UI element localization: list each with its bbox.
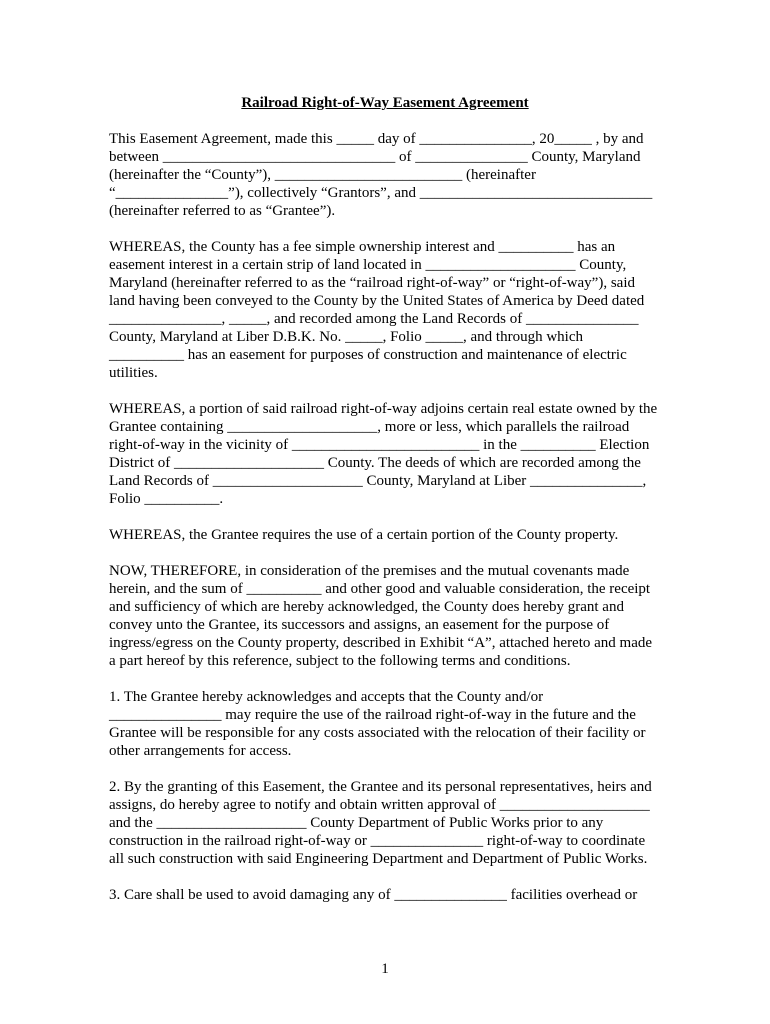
text-line: WHEREAS, a portion of said railroad right-of-way adjoins certain real estate owned by the [109,401,658,417]
text-line: 2. By the granting of this Easement, the Grantee and its personal representatives, heirs and [109,779,652,795]
text-line: County, Maryland at Liber D.B.K. No. _____, Folio _____, and through which [109,329,583,345]
text-line: NOW, THEREFORE, in consideration of the premises and the mutual covenants made [109,563,630,579]
document-title: Railroad Right-of-Way Easement Agreement [241,95,529,111]
text-line: construction in the railroad right-of-way or _______________ right-of-way to coordinate [109,833,646,849]
text-line: other arrangements for access. [109,743,292,759]
text-line: WHEREAS, the County has a fee simple ownership interest and __________ has an [109,239,616,255]
text-line: _______________, _____, and recorded among the Land Records of _______________ [109,311,639,327]
text-line: Grantee containing ____________________, more or less, which parallels the railroad [109,419,630,435]
paragraph [109,562,669,670]
text-line: Grantee will be responsible for any costs associated with the relocation of their facility or [109,725,646,741]
text-line: (hereinafter the “County”), _________________________ (hereinafter [109,167,536,183]
text-line: “_______________”), collectively “Grantors”, and _______________________________ [109,185,653,201]
paragraph [109,130,669,220]
text-line: convey unto the Grantee, its successors and assigns, an easement for the purpose of [109,617,610,633]
text-line: land having been conveyed to the County by the United States of America by Deed dated [109,293,645,309]
text-line: utilities. [109,365,158,381]
paragraph [109,400,669,508]
text-line: District of ____________________ County. The deeds of which are recorded among the [109,455,641,471]
paragraph [109,238,669,382]
text-line: and the ____________________ County Department of Public Works prior to any [109,815,604,831]
text-line: Maryland (hereinafter referred to as the “railroad right-of-way” or “right-of-way”), said [109,275,635,291]
text-line: ingress/egress on the County property, described in Exhibit “A”, attached hereto and made [109,635,653,651]
text-line: all such construction with said Engineering Department and Department of Public Works. [109,851,648,867]
text-line: _______________ may require the use of the railroad right-of-way in the future and the [109,707,636,723]
text-line: 3. Care shall be used to avoid damaging any of _______________ facilities overhead or [109,887,638,903]
text-line: Folio __________. [109,491,224,507]
text-line: Land Records of ____________________ County, Maryland at Liber _______________, [109,473,647,489]
text-line: (hereinafter referred to as “Grantee”). [109,203,336,219]
paragraph [109,886,669,904]
text-line: This Easement Agreement, made this _____ day of _______________, 20_____ , by and [109,131,644,147]
text-line: and sufficiency of which are hereby acknowledged, the County does hereby grant and [109,599,624,615]
document-body [109,130,669,922]
paragraph [109,778,669,868]
paragraph [109,688,669,760]
page-number: 1 [381,961,389,977]
paragraph [109,526,669,544]
text-line: easement interest in a certain strip of land located in ____________________ County, [109,257,627,273]
text-line: a part hereof by this reference, subject to the following terms and conditions. [109,653,571,669]
text-line: __________ has an easement for purposes of construction and maintenance of electric [109,347,627,363]
text-line: herein, and the sum of __________ and other good and valuable consideration, the receipt [109,581,651,597]
text-line: between _______________________________ of _______________ County, Maryland [109,149,641,165]
text-line: 1. The Grantee hereby acknowledges and accepts that the County and/or [109,689,544,705]
text-line: right-of-way in the vicinity of _________________________ in the __________ Election [109,437,650,453]
text-line: assigns, do hereby agree to notify and obtain written approval of ____________________ [109,797,650,813]
text-line: WHEREAS, the Grantee requires the use of a certain portion of the County property. [109,527,619,543]
